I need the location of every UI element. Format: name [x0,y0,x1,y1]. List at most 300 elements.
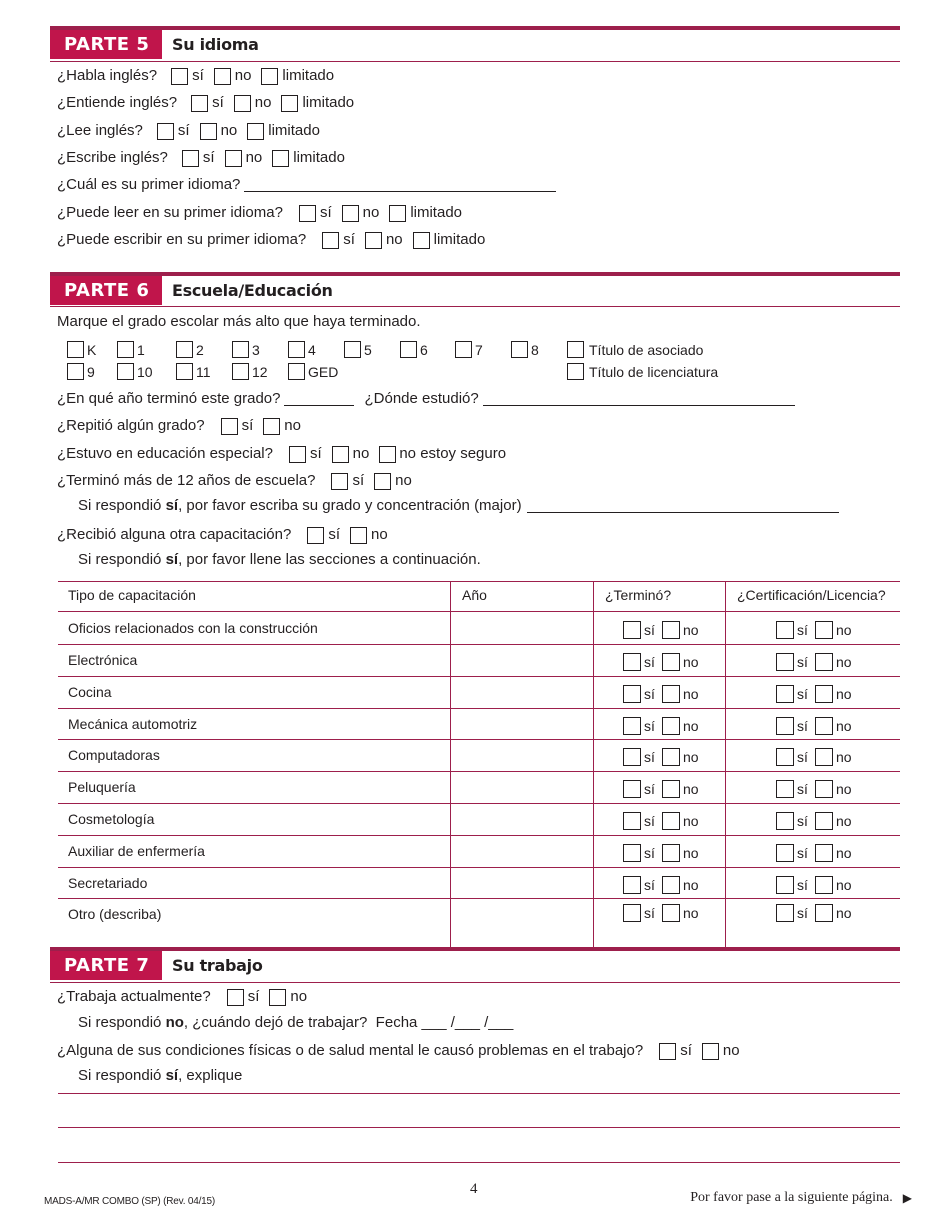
grade-2 [176,341,204,358]
row-rule [58,676,900,677]
instruction-prefix: Si respondió [78,1014,166,1031]
certification-no-checkbox[interactable] [815,844,833,862]
row-rule [58,771,900,772]
grade-11-checkbox[interactable] [176,363,193,380]
question-label: ¿Entiende inglés? [57,94,178,111]
no-label: no [836,654,852,670]
yes-label: sí [644,654,655,670]
no-label: no [290,988,308,1005]
question-label: ¿Lee inglés? [57,122,143,139]
yes-label: sí [797,877,808,893]
training-type-label: Cocina [68,684,112,700]
health-yes-checkbox[interactable] [659,1043,676,1060]
col-header-year: Año [462,587,487,603]
form-code: MADS-A/MR COMBO (SP) (Rev. 04/15) [44,1196,216,1207]
q-special-ed [57,445,506,463]
row-rule [58,867,900,868]
read-first-no-checkbox[interactable] [342,205,359,222]
grade-5-checkbox[interactable] [344,341,361,358]
yes-label: sí [797,905,808,921]
grade-6-checkbox[interactable] [400,341,417,358]
certification-yes-checkbox[interactable] [776,653,794,671]
more12-yes-checkbox[interactable] [331,473,348,490]
yes-label: sí [644,813,655,829]
col-header-certification: ¿Certificación/Licencia? [737,587,886,603]
question-label: ¿Terminó más de 12 años de escuela? [57,472,316,489]
table-top-rule [58,581,900,582]
completed-yes-checkbox[interactable] [623,621,641,639]
completed-yes-checkbox[interactable] [623,685,641,703]
yes-label: sí [644,749,655,765]
certification-yes-no [776,844,852,862]
year-field[interactable] [284,392,354,406]
instruction-bold: sí [165,551,179,568]
certification-no-checkbox[interactable] [815,876,833,894]
yes-label: sí [192,67,204,84]
no-label: no [836,622,852,638]
completed-no-checkbox[interactable] [662,904,680,922]
yes-label: sí [319,204,332,221]
grade-1 [117,341,145,358]
q-write-first-language [57,231,485,249]
year-cell[interactable] [452,900,591,928]
no-label: no [284,417,301,434]
where-field[interactable] [483,392,795,406]
yes-label: sí [644,845,655,861]
working-yes-checkbox[interactable] [227,989,244,1006]
no-label: no [220,122,238,139]
training-type-label: Electrónica [68,652,138,668]
certification-yes-checkbox[interactable] [776,876,794,894]
grade-label: 2 [196,341,204,358]
special-yes-checkbox[interactable] [289,446,306,463]
limited-label: limitado [282,67,335,84]
yes-label: sí [202,149,215,166]
q-write-english [57,149,345,167]
no-label: no [352,445,370,462]
certification-yes-no [776,876,852,894]
question-label: ¿Escribe inglés? [57,149,168,166]
no-label: no [395,472,412,489]
no-label: no [836,686,852,702]
certification-yes-no [776,780,852,798]
certification-yes-checkbox[interactable] [776,812,794,830]
year-cell[interactable] [452,614,591,642]
read-no-checkbox[interactable] [200,123,217,140]
instruction-suffix: , por favor escriba su grado y concentración (major) [178,497,522,514]
row-rule [58,803,900,804]
completed-yes-checkbox[interactable] [623,876,641,894]
first-language-field[interactable] [244,178,556,192]
grade-5 [344,341,372,358]
table-header-rule [58,611,900,612]
grade-label: 6 [420,341,428,358]
degree-label: Título de licenciatura [589,363,719,380]
completed-yes-no [623,812,699,830]
grade-k [67,341,96,358]
no-label: no [836,813,852,829]
year-cell[interactable] [452,741,591,769]
special-no-checkbox[interactable] [332,446,349,463]
col-header-type: Tipo de capacitación [68,587,196,603]
instruction-bold: no [165,1014,184,1031]
yes-label: sí [328,526,340,543]
grade-7 [455,341,483,358]
certification-yes-no [776,653,852,671]
grade-8-checkbox[interactable] [511,341,528,358]
write-no-checkbox[interactable] [225,150,242,167]
training-yes-checkbox[interactable] [307,527,324,544]
yes-label: sí [644,781,655,797]
no-label: no [683,718,699,734]
completed-no-checkbox[interactable] [662,621,680,639]
grade-ged-checkbox[interactable] [288,363,305,380]
grade-k-checkbox[interactable] [67,341,84,358]
major-field[interactable] [527,499,839,513]
part6-header-rule [50,306,900,307]
completed-yes-checkbox[interactable] [623,748,641,766]
grade-label: 7 [475,341,483,358]
certification-yes-checkbox[interactable] [776,844,794,862]
question-label: ¿Estuvo en educación especial? [57,445,273,462]
yes-label: sí [797,654,808,670]
yes-label: sí [644,718,655,734]
row-rule [58,898,900,899]
yes-label: sí [241,417,254,434]
limited-label: limitado [433,231,486,248]
no-label: no [836,877,852,893]
grade-prompt: Marque el grado escolar más alto que haya terminado. [57,313,421,330]
no-label: no [836,718,852,734]
yes-label: sí [797,622,808,638]
no-label: no [836,749,852,765]
certification-yes-checkbox[interactable] [776,685,794,703]
completed-yes-no [623,844,699,862]
q-health-problems [57,1042,740,1060]
explain-instruction [78,1067,242,1085]
read-yes-checkbox[interactable] [157,123,174,140]
no-label: no [254,94,272,111]
year-cell[interactable] [452,869,591,897]
completed-no-checkbox[interactable] [662,812,680,830]
read-first-yes-checkbox[interactable] [299,205,316,222]
certification-no-checkbox[interactable] [815,685,833,703]
certification-yes-no [776,904,852,922]
write-yes-checkbox[interactable] [182,150,199,167]
completed-yes-checkbox[interactable] [623,780,641,798]
write-first-limited-checkbox[interactable] [413,232,430,249]
q-currently-working [57,988,307,1006]
yes-label: sí [644,877,655,893]
major-instruction [78,497,839,515]
grade-12 [232,363,268,380]
not-sure-label: no estoy seguro [399,445,507,462]
training-no-checkbox[interactable] [350,527,367,544]
year-cell[interactable] [452,773,591,801]
no-label: no [683,845,699,861]
training-type-label: Auxiliar de enfermería [68,843,205,859]
q-read-first-language [57,204,462,222]
next-page-text: Por favor pase a la siguiente página. [690,1190,893,1205]
degree-associate [567,341,703,358]
yes-label: sí [797,718,808,734]
repeat-no-checkbox[interactable] [263,418,280,435]
year-cell[interactable] [452,837,591,865]
grade-8 [511,341,539,358]
grade-1-checkbox[interactable] [117,341,134,358]
q-year-where [57,390,795,408]
year-cell[interactable] [452,805,591,833]
training-type-label: Computadoras [68,747,160,763]
grade-3 [232,341,260,358]
year-cell[interactable] [452,646,591,674]
grade-12-checkbox[interactable] [232,363,249,380]
grade-label: K [87,341,97,358]
training-type-label: Peluquería [68,779,136,795]
certification-yes-no [776,717,852,735]
year-cell[interactable] [452,678,591,706]
yes-label: sí [177,122,190,139]
grade-label: 1 [137,341,145,358]
q-more-12-years [57,472,412,490]
training-type-label: Cosmetología [68,811,155,827]
no-label: no [836,905,852,921]
completed-yes-checkbox[interactable] [623,653,641,671]
no-label: no [683,877,699,893]
part5-tag: PARTE 5 [50,30,162,59]
completed-yes-no [623,717,699,735]
completed-yes-no [623,876,699,894]
yes-label: sí [247,988,260,1005]
grade-2-checkbox[interactable] [176,341,193,358]
yes-label: sí [352,472,365,489]
speak-yes-checkbox[interactable] [171,68,188,85]
grade-label: 4 [308,341,316,358]
certification-yes-no [776,685,852,703]
degree-bachelor [567,363,718,380]
part7-header-rule [50,982,900,983]
question-label: ¿Alguna de sus condiciones físicas o de salud mental le causó problemas en el trabajo? [57,1042,644,1059]
q-repeat-grade [57,417,301,435]
degree-bachelor-checkbox[interactable] [567,363,584,380]
certification-yes-no [776,748,852,766]
limited-label: limitado [410,204,462,221]
grade-ged [288,363,338,380]
yes-label: sí [644,905,655,921]
col-divider [725,581,726,947]
certification-yes-no [776,621,852,639]
yes-label: sí [644,686,655,702]
no-label: no [683,781,699,797]
col-divider [450,581,451,947]
grade-9 [67,363,95,380]
q-read-english [57,122,320,140]
part6-title: Escuela/Educación [172,281,333,300]
no-label: no [245,149,263,166]
no-label: no [385,231,403,248]
explain-line-2[interactable] [58,1127,900,1128]
yes-label: sí [797,686,808,702]
completed-no-checkbox[interactable] [662,717,680,735]
yes-label: sí [797,813,808,829]
no-label: no [370,526,388,543]
question-label: ¿Puede leer en su primer idioma? [57,204,283,221]
question-label: ¿Puede escribir en su primer idioma? [57,231,307,248]
completed-no-checkbox[interactable] [662,653,680,671]
write-first-yes-checkbox[interactable] [322,232,339,249]
health-no-checkbox[interactable] [702,1043,719,1060]
instruction-suffix: , explique [178,1067,243,1084]
repeat-yes-checkbox[interactable] [221,418,238,435]
where-question-label: ¿Dónde estudió? [364,390,479,407]
no-label: no [683,749,699,765]
grade-label: 5 [364,341,372,358]
grade-10-checkbox[interactable] [117,363,134,380]
completed-yes-checkbox[interactable] [623,812,641,830]
yes-label: sí [680,1042,692,1059]
explain-line-3[interactable] [58,1162,900,1163]
yes-label: sí [797,749,808,765]
question-label: ¿Cuál es su primer idioma? [57,176,241,193]
limited-label: limitado [293,149,345,166]
no-label: no [683,686,699,702]
no-label: no [683,654,699,670]
no-label: no [683,905,699,921]
completed-no-checkbox[interactable] [662,748,680,766]
certification-yes-checkbox[interactable] [776,621,794,639]
next-page-note [690,1190,912,1206]
completed-no-checkbox[interactable] [662,876,680,894]
speak-limited-checkbox[interactable] [261,68,278,85]
certification-yes-no [776,812,852,830]
explain-line-1[interactable] [58,1093,900,1094]
write-first-no-checkbox[interactable] [365,232,382,249]
part7-tag: PARTE 7 [50,951,162,980]
certification-no-checkbox[interactable] [815,748,833,766]
col-header-completed: ¿Terminó? [605,587,672,603]
q-other-training [57,526,388,544]
grade-4 [288,341,316,358]
yes-label: sí [343,231,355,248]
completed-no-checkbox[interactable] [662,780,680,798]
part6-tag: PARTE 6 [50,276,162,305]
training-type-label: Secretariado [68,875,148,891]
certification-yes-checkbox[interactable] [776,748,794,766]
question-label: ¿Trabaja actualmente? [57,988,211,1005]
understand-limited-checkbox[interactable] [281,95,298,112]
no-label: no [362,204,380,221]
training-type-label: Otro (describa) [68,906,162,922]
grade-label: 11 [196,363,211,380]
training-type-label: Mecánica automotriz [68,716,198,732]
completed-yes-no [623,780,699,798]
certification-no-checkbox[interactable] [815,621,833,639]
grade-9-checkbox[interactable] [67,363,84,380]
stop-working-instruction [78,1014,513,1032]
row-rule [58,739,900,740]
q-speak-english [57,67,334,85]
part5-title: Su idioma [172,35,259,54]
write-limited-checkbox[interactable] [272,150,289,167]
no-label: no [234,67,252,84]
certification-no-checkbox[interactable] [815,812,833,830]
grade-6 [400,341,428,358]
certification-yes-checkbox[interactable] [776,717,794,735]
certification-no-checkbox[interactable] [815,904,833,922]
year-cell[interactable] [452,710,591,738]
certification-no-checkbox[interactable] [815,717,833,735]
row-rule [58,708,900,709]
certification-no-checkbox[interactable] [815,653,833,671]
grade-11 [176,363,211,380]
grade-3-checkbox[interactable] [232,341,249,358]
certification-yes-checkbox[interactable] [776,780,794,798]
year-question-label: ¿En qué año terminó este grado? [57,390,281,407]
grade-7-checkbox[interactable] [455,341,472,358]
completed-yes-checkbox[interactable] [623,717,641,735]
completed-yes-checkbox[interactable] [623,904,641,922]
no-label: no [683,813,699,829]
yes-label: sí [644,622,655,638]
grade-label: 3 [252,341,260,358]
question-label: ¿Recibió alguna otra capacitación? [57,526,292,543]
no-label: no [836,781,852,797]
part5-header-rule [50,61,900,62]
grade-10 [117,363,153,380]
completed-no-checkbox[interactable] [662,844,680,862]
instruction-prefix: Si respondió [78,551,166,568]
degree-label: Título de asociado [589,341,704,358]
question-label: ¿Repitió algún grado? [57,417,205,434]
speak-no-checkbox[interactable] [214,68,231,85]
grade-4-checkbox[interactable] [288,341,305,358]
read-first-limited-checkbox[interactable] [389,205,406,222]
right-triangle-icon: ▶ [902,1190,912,1205]
no-label: no [836,845,852,861]
degree-associate-checkbox[interactable] [567,341,584,358]
no-label: no [722,1042,740,1059]
no-label: no [683,622,699,638]
stop-date-text: , ¿cuándo dejó de trabajar? Fecha ___ /___ /___ [183,1014,514,1031]
completed-yes-no [623,621,699,639]
certification-no-checkbox[interactable] [815,780,833,798]
more12-no-checkbox[interactable] [374,473,391,490]
understand-no-checkbox[interactable] [234,95,251,112]
read-limited-checkbox[interactable] [247,123,264,140]
training-type-label: Oficios relacionados con la construcción [68,620,318,636]
grade-label: 8 [531,341,539,358]
q-first-language [57,176,556,194]
grade-label: 10 [137,363,153,380]
question-label: ¿Habla inglés? [57,67,158,84]
row-rule [58,835,900,836]
page-number: 4 [470,1181,478,1197]
completed-no-checkbox[interactable] [662,685,680,703]
part7-title: Su trabajo [172,956,263,975]
completed-yes-checkbox[interactable] [623,844,641,862]
special-not-sure-checkbox[interactable] [379,446,396,463]
instruction-bold: sí [165,1067,179,1084]
certification-yes-checkbox[interactable] [776,904,794,922]
completed-yes-no [623,653,699,671]
working-no-checkbox[interactable] [269,989,286,1006]
q-understand-english [57,94,354,112]
row-rule [58,644,900,645]
understand-yes-checkbox[interactable] [191,95,208,112]
completed-yes-no [623,748,699,766]
training-instruction [78,551,481,569]
yes-label: sí [212,94,224,111]
